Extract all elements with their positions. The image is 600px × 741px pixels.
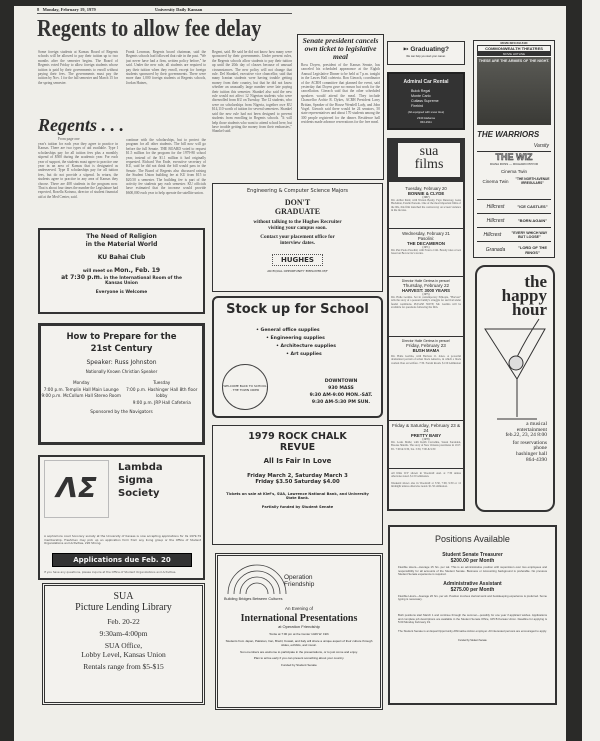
senate-body: Ross Doyen, president of the Kansas Senate, has canceled his scheduled appearance at the Eighth Annual Legislative Dinner to be held at 7 p.m. tonight in the Lawes Hall cafeteria. Ron Gierach, coordinator of the ACRH committee that planned the event, said yesterday that Doyen gave no reason but work for the cancellation. Gierach said that the other scheduled speakers would attend the meal. They include Chancellor Archie R. Dykes, ACRH President Larry Brittan, Speaker of the House Wendell Lady, and John Vogel. Gierach said there would be 24 senators, 50 state representatives and about 170 students among the 300 people registered for the dinner. Residence hall residents made advance reservations for the free meal. bbox=[301, 63, 380, 125]
stock-addr: 930 MASS bbox=[328, 386, 354, 391]
lambda-sigma-logo: ΛΣ bbox=[44, 460, 109, 518]
article-col-3: Regent, said. He said he did not know how many were sponsored by their governments. Under present rules, the Regents schools allow students to pay their tuition up until the 20th day of classes because of unusual circumstances. The new policy will not change that rule. Del Shankel, executive vice chancellor, said that many Iranian students were having trouble getting money from their country, but that he did not know whether an unusually large number were late paying their tuition this semester. Shankel also said the new rule would not affect 12 Nigerian students who were disenrolled from KU on Tuesday. The 12 students, who were on scholarships from Nigeria, together owe KU $14,110 worth of tuition for several semesters. Shankel said the new rule had not been designed to prevent students from enrolling in Regents schools. "It will help those students who want to attend school here, but have trouble getting the money from their embassies," Shankel said. bbox=[212, 50, 292, 134]
prepare-sub: Nationally Known Christian Speaker bbox=[85, 369, 158, 374]
paper-name: University Daily Kansan bbox=[155, 7, 203, 12]
religion-time: at 7:30 p.m. bbox=[61, 274, 103, 281]
prepare-speaker: Speaker: Russ Johnston bbox=[86, 359, 157, 366]
article-col-2: Frank Lowman, Regents board chairman, said the Regents schools had followed that rule in the past. "We just never have had a firm, written policy before," he said. Under the new rule, all students are required to pay their tuition when they enroll, except for foreign students sponsored by their governments. There were more than 1,000 foreign students at Regents schools, Jordan Haines, bbox=[126, 50, 206, 85]
prepare-schedule: Monday 7:00 p.m. Templin Hall Main Lounge 9:00 p.m. McCollum Hall Stereo Room Tuesday 7:00 p.m. Hashinger Hall 8th floor lobby 9:00 p.m. JRP Hall Cafeteria bbox=[41, 380, 198, 405]
admiral-addr: 2340 Alabama bbox=[417, 116, 435, 120]
rock-prices: Friday $3.50 Saturday $4.00 bbox=[255, 479, 340, 485]
sua-office: SUA Office, bbox=[104, 641, 143, 650]
stock-hours1: 9:30 AM-9:00 MON.-SAT. bbox=[309, 393, 373, 398]
lord-of-rings-listing: Granada "LORD OF THE RINGS" bbox=[485, 245, 547, 255]
religion-date: Mon., Feb. 19 bbox=[114, 267, 161, 274]
admiral-title: Admiral Car Rental bbox=[403, 79, 449, 85]
happy-hour-title: the happy hour bbox=[501, 272, 547, 319]
stock-hours bbox=[300, 378, 382, 406]
job-1-pay: $200.00 per Month bbox=[450, 558, 495, 564]
positions-terms: Both positions start March 1 and continue through the summer—possibly for one year if applicant wishes. Applications and complete job descriptions are available in the Student Senate Office, 105 B Kansas Union. Deadline for applying is 5:00 Monday February 19. bbox=[398, 613, 547, 625]
jump-col-1: year's tuition for each year they agree to practice in Kansas. There are two types of aid available. Type I scholarships pay for all tuition fees plus a monthly stipend of $500 during the academic year. For each year of support, the students must agree to practice one year in an area of Kansas that is designated as underserved. Type II scholarships pay for all tuition fees, but do not provide a stipend. In return, the students agree to practice in any area of Kansas they choose. There are 408 students in the program now. That is about four times the number the Legislature had expected, Rosella Kotsma, director of student financial aid at the Med Center, said. bbox=[38, 142, 118, 199]
rainbow-logo-icon bbox=[226, 560, 288, 594]
opf-details: Tonite at 7:00 pm at the Center 1429 W. 19th Students from Japan, Pakistan, Iran, Brazil, Kuwait, and Italy will share a unique aspect of their culture through slides, exhibits, and music. Non-members are welcome to participate in the presentations, or to just come and enjoy. Plan to arrive early if you can present something about your country. Funded by Student Senate bbox=[225, 632, 373, 667]
graduating-title: Graduating? bbox=[410, 46, 449, 53]
prepare-t2: 21st Century bbox=[90, 344, 153, 354]
opf-tagline: Building Bridges Between Cultures bbox=[224, 597, 283, 601]
page-header bbox=[37, 7, 292, 14]
lambda-title: Lambda Sigma Society bbox=[118, 462, 163, 499]
opf-logo-text: Operation Friendship bbox=[284, 574, 315, 588]
rock-fund: Partially funded by Student Senate bbox=[261, 505, 334, 509]
commonwealth-theatres-ad bbox=[473, 40, 555, 258]
film-item: Director Haile Gerima in person! Friday, February 23 BUSH MAMA Dir. Haile Gerima, with Barbara O. Jones. A powerful dramatized portrait of urban black America, in which a black woman lives on welfare. 7:30. Forum Room. $1.50 Admission bbox=[389, 337, 463, 421]
theaters-chain: COMMONWEALTH THEATRES bbox=[477, 45, 551, 52]
religion-place: in the International Room of the Kansas Union bbox=[103, 276, 182, 286]
every-which-way-listing: Hillcrest "EVERY WHICH WAY BUT LOOSE" bbox=[477, 228, 551, 242]
rock-chalk-ad bbox=[212, 425, 383, 545]
stock-item: • Engineering supplies bbox=[266, 336, 325, 341]
rock-tickets: Tickets on sale at Kief's, SUA, Lawrence National Bank, and University State Bank. bbox=[226, 492, 369, 500]
warriors-listing: THE WARRIORS Varsity bbox=[477, 126, 551, 152]
hughes-dont: DON'T bbox=[284, 198, 311, 207]
operation-friendship-ad bbox=[215, 553, 383, 710]
headline: Regents to allow fee delay bbox=[37, 16, 262, 42]
positions-available-ad bbox=[388, 525, 557, 705]
stock-item: • Architecture supplies bbox=[276, 344, 336, 349]
cocktail-glass-icon bbox=[477, 317, 553, 422]
rock-t2: REVUE bbox=[279, 442, 316, 453]
hughes-eoe: AN EQUAL OPPORTUNITY EMPLOYER M/F bbox=[267, 269, 328, 273]
graduating-ad: ➳ Graduating? We can help you start your career. bbox=[387, 41, 465, 65]
sua-t2: Picture Lending Library bbox=[75, 602, 172, 613]
prepare-sponsor: Sponsored by the Navigators bbox=[90, 410, 153, 415]
hughes-ad bbox=[212, 183, 383, 292]
adjacent-page-edge bbox=[582, 0, 600, 741]
page-number: 8 bbox=[37, 7, 40, 12]
film-item: Tuesday, February 20 BONNIE & CLYDE (1967) Dir. Arthur Penn; with Warren Beatty, Faye Dunaway, Gene Hackman, Estelle Parsons. One of the most important films of the 60s, this film launched the controversy on screen violence in the movies. bbox=[389, 184, 463, 229]
admiral-car-rental-ad bbox=[387, 72, 465, 130]
sua-hours: 9:30am-4:00pm bbox=[99, 629, 148, 638]
film-item: Director Haile Gerima in person! Thursday, February 22 HARVEST: 3000 YEARS (1975) Dir. Haile Gerima. Set in contemporary Ethiopia, "Harvest" tells the story of a peasant family's struggle for survival under feudal conditions. PLEASE NOTE: Mr. Gerima will be available for questions following the film. bbox=[389, 277, 463, 337]
hughes-graduate: GRADUATE bbox=[274, 207, 321, 216]
happy-hour-ad bbox=[475, 265, 555, 512]
job-2-desc: Flexible Hours—Average 20 hrs. per wk. Position involves clerical work and bookkeeping experience is preferred. Some typing is necessary. bbox=[398, 594, 547, 602]
opf-at: at Operation Friendship bbox=[278, 624, 320, 629]
happy-hour-details: a musical entertainment feb.22, 23, 24 8:00 for reservations phone hashinger hall 864-4390 bbox=[505, 421, 547, 463]
wiz-listing: THE WIZ DIANA ROSS — RICHARD PRYOR Cinema Twin Cinema Twin "THE NORTH AVENUE IRREGULARS" bbox=[477, 152, 551, 200]
born-again-listing: Hillcrest "BORN AGAIN" bbox=[477, 214, 551, 228]
sua-location: Lobby Level, Kansas Union bbox=[81, 650, 166, 659]
graduating-sub: We can help you start your career. bbox=[406, 55, 446, 58]
film-footer: All films W-F shown in Woodruff Aud. at 7:30 unless otherwise noted. $1.50 admission. Weekend shows also in Woodruff at 3:30, 7:00, 9:30 or 12 midnight unless otherwise noted. $1.50 admission. bbox=[391, 472, 461, 489]
stock-hours2: 9:30 AM-5:30 PM SUN. bbox=[311, 400, 371, 405]
opf-title: International Presentations bbox=[240, 613, 358, 624]
job-1-title: Student Senate Treasurer bbox=[442, 552, 503, 558]
senate-headline: Senate president cancels own ticket to legislative meal bbox=[302, 36, 379, 61]
rock-t1: 1979 ROCK CHALK bbox=[248, 431, 347, 442]
ice-castles-listing: Hillcrest "ICE CASTLES" bbox=[477, 200, 551, 214]
warriors-photo: THESE ARE THE ARMIES OF THE NIGHT. bbox=[477, 57, 551, 125]
prepare-21st-century-ad bbox=[38, 323, 205, 445]
sua-films-ad bbox=[387, 138, 465, 511]
applications-due-banner: Applications due Feb. 20 bbox=[52, 553, 192, 567]
stock-list bbox=[256, 327, 336, 359]
job-1-desc: Flexible Hours—Average 15 hrs. per wk. This is an administrative position with supervision over two employees and responsibility for all accounts of the Student Senate. Business or Accounting background is preferable. No previous Student Senate experience is required. bbox=[398, 566, 547, 577]
religion-m1: will meet on bbox=[82, 269, 113, 274]
positions-funded: Funded by Student Senate bbox=[458, 639, 487, 643]
stock-loc: DOWNTOWN bbox=[324, 379, 358, 384]
religion-club: KU Bahai Club bbox=[97, 254, 146, 261]
admiral-note: (All equipped with snow tires) bbox=[407, 110, 445, 114]
town-crier-logo: WELCOME BACK TO SCHOOL · THE TOWN CRIER bbox=[222, 364, 268, 410]
theaters-hotline: MOVIE HOTLINE bbox=[477, 52, 551, 56]
jump-from: From page one bbox=[58, 137, 80, 141]
header-date: Monday, February 19, 1979 bbox=[42, 7, 96, 12]
opf-evening: An Evening of bbox=[284, 606, 314, 611]
stock-title: Stock up for School bbox=[226, 302, 369, 317]
sua-picture-library-ad bbox=[42, 583, 205, 705]
hughes-logo: HUGHES bbox=[272, 254, 323, 266]
religion-welcome: Everyone is Welcome bbox=[95, 290, 148, 295]
stock-item: • General office supplies bbox=[256, 328, 320, 333]
stock-item: • Art supplies bbox=[286, 352, 322, 357]
hughes-p2: Contact your placement office for interview dates. bbox=[260, 234, 335, 246]
theaters-top: MOVIE INFO 843-5420 bbox=[500, 42, 528, 45]
sua-films-logo: sua films bbox=[395, 140, 463, 182]
lambda-questions: If you have any questions, please inquire at the Office of Student Organizations and Activities. bbox=[44, 571, 177, 574]
rock-dates: Friday March 2, Saturday March 3 bbox=[247, 473, 348, 479]
film-listings bbox=[389, 184, 463, 492]
admiral-cars: Buick Regal Monte Carlo Cutlass Supreme Firebird bbox=[411, 89, 439, 108]
sua-dates: Feb. 20-22 bbox=[107, 617, 140, 626]
admiral-phone: 843-2911 bbox=[420, 120, 432, 124]
film-item: Friday & Saturday, February 23 & 24 PRETTY BABY (1978) Dir. Louis Malle; with Keith Carradine, Susan Sarandon, Brooke Shields. The story of New Orleans prostitutes in 1917. Fri. 7:00 & 9:30, Sat. 3:30, 7:00 & 9:30 bbox=[389, 421, 463, 469]
job-2-title: Administrative Assistant bbox=[443, 580, 502, 587]
jump-headline: Regents . . . bbox=[38, 115, 125, 135]
sua-t1: SUA bbox=[113, 591, 134, 602]
stock-up-ad bbox=[212, 296, 383, 418]
lambda-sigma-ad bbox=[38, 455, 205, 580]
senate-article bbox=[297, 34, 384, 180]
sua-rentals: Rentals range from $5-$15 bbox=[83, 662, 164, 671]
religion-t1: The Need of Religion bbox=[86, 233, 157, 240]
jump-col-2: continue with the scholarships, but to protect the program for all other students. The bill now will go before the full Senate. THE BOARD voted to request $1.5 million for the program for the 1979-80 school year, instead of the $1.1 million it had originally requested. Richard Von Ende, executive secretary of KU, said he did not think the bill would pass in the Senate. The Board of Regents also discussed raising the Student Union building fee at KU from $15 to $20.50 a semester. The building fee is part of the activity fee students pay each semester. KU officials have estimated that the increase would provide $600,000 each year to help operate the satellite union. bbox=[126, 138, 206, 195]
hughes-p1: without talking to the Hughes Recruiter visiting your campus soon. bbox=[253, 219, 342, 231]
lambda-body: A sophomore coed honorary society at the University of Kansas is now accepting applications for its 1979-79 membership. Freshmen may pick up an application form from any living group or the Office of Student Organizations and Activities, 220 Strong. bbox=[44, 535, 201, 545]
rock-sub: All Is Fair In Love bbox=[263, 457, 332, 465]
positions-title: Positions Available bbox=[435, 534, 510, 544]
article-col-1: Some foreign students at Kansas Board of Regents schools will be allowed to pay their tuition up to two months after the semester begins. The Board of Regents voted Friday to allow foreign students whose tuition is paid by their governments to enroll without paying their fees. The governments must pay the tuition by Nov. 1 for the fall semester and March 15 for the spring semester. bbox=[38, 50, 118, 85]
religion-t2: in the Material World bbox=[85, 241, 158, 248]
hughes-top: Engineering & Computer Science Majors bbox=[247, 188, 348, 194]
film-item: Wednesday, February 21 Pasolini: THE DECAMERON (1971) Dir. Pier Paolo Pasolini; with Franco Citti. Bawdy tales of sex based on Boccaccio's stories. bbox=[389, 229, 463, 277]
religion-ad bbox=[38, 228, 205, 314]
prepare-t1: How to Prepare for the bbox=[66, 332, 177, 342]
positions-eoe: The Student Senate is an Equal Opportunity Affirmative Action employer. All interested persons are encouraged to apply. bbox=[398, 629, 547, 633]
job-2-pay: $275.00 per Month bbox=[450, 586, 495, 593]
